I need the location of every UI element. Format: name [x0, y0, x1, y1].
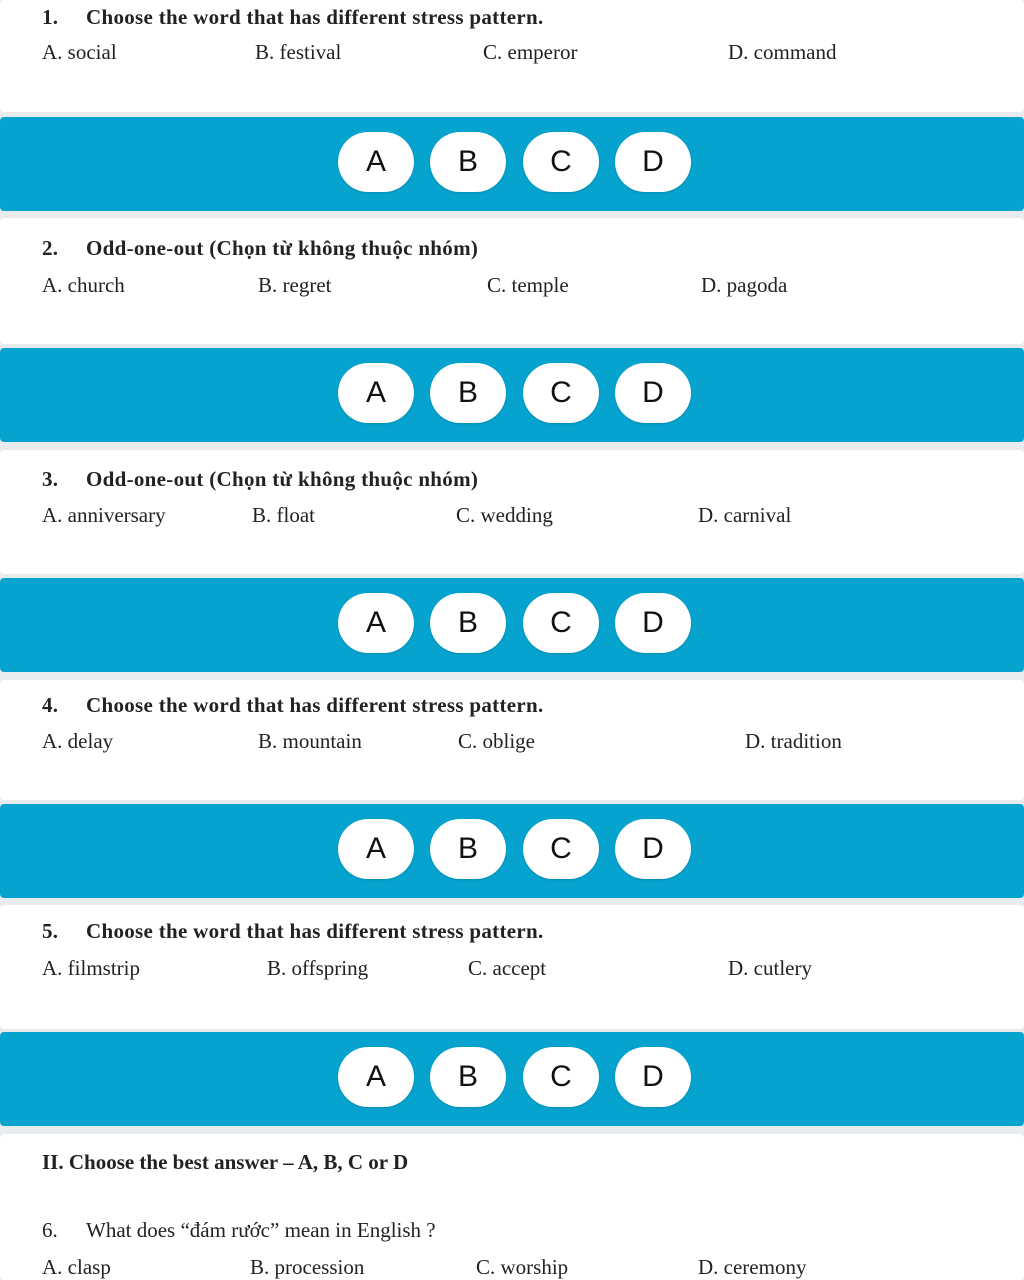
answer-bar-1 — [0, 117, 1024, 211]
question-card-5 — [0, 905, 1024, 1029]
answer-button-d[interactable]: D — [615, 363, 691, 423]
question-title: 4. Choose the word that has different stress pattern. — [42, 693, 544, 717]
option-c: C. emperor — [483, 40, 578, 64]
option-c: C. worship — [476, 1255, 569, 1279]
option-d: D. pagoda — [701, 273, 788, 297]
answer-button-b[interactable]: B — [430, 132, 506, 192]
answer-button-c[interactable]: C — [523, 132, 599, 192]
answer-button-c[interactable]: C — [523, 1047, 599, 1107]
question-card-2 — [0, 218, 1024, 344]
question-card-4 — [0, 680, 1024, 800]
answer-bar-4 — [0, 804, 1024, 898]
option-b: B. offspring — [267, 956, 369, 980]
answer-bar-3 — [0, 578, 1024, 672]
answer-button-c[interactable]: C — [523, 363, 599, 423]
answer-button-a[interactable]: A — [338, 1047, 414, 1107]
option-d: D. ceremony — [698, 1255, 807, 1279]
answer-button-b[interactable]: B — [430, 819, 506, 879]
option-a: A. filmstrip — [42, 956, 140, 980]
question-title: 2. Odd-one-out (Chọn từ không thuộc nhóm) — [42, 236, 479, 260]
option-b: B. festival — [255, 40, 342, 64]
option-c: C. temple — [487, 273, 569, 297]
answer-button-d[interactable]: D — [615, 819, 691, 879]
option-c: C. wedding — [456, 503, 553, 527]
answer-button-d[interactable]: D — [615, 593, 691, 653]
answer-button-c[interactable]: C — [523, 593, 599, 653]
answer-button-d[interactable]: D — [615, 132, 691, 192]
answer-button-a[interactable]: A — [338, 363, 414, 423]
section-2-card — [0, 1134, 1024, 1280]
question-card-3 — [0, 450, 1024, 574]
answer-bar-5 — [0, 1032, 1024, 1126]
option-a: A. clasp — [42, 1255, 111, 1279]
question-6-text: 6. What does “đám rước” mean in English ? — [42, 1218, 436, 1242]
option-b: B. regret — [258, 273, 332, 297]
question-title: 3. Odd-one-out (Chọn từ không thuộc nhóm) — [42, 467, 479, 491]
answer-bar-2 — [0, 348, 1024, 442]
option-b: B. float — [252, 503, 315, 527]
question-card-1 — [0, 0, 1024, 112]
option-d: D. carnival — [698, 503, 792, 527]
answer-button-c[interactable]: C — [523, 819, 599, 879]
answer-button-d[interactable]: D — [615, 1047, 691, 1107]
option-a: A. delay — [42, 729, 114, 753]
answer-button-b[interactable]: B — [430, 593, 506, 653]
answer-button-a[interactable]: A — [338, 132, 414, 192]
option-a: A. social — [42, 40, 117, 64]
option-a: A. church — [42, 273, 125, 297]
option-d: D. command — [728, 40, 837, 64]
option-a: A. anniversary — [42, 503, 166, 527]
option-c: C. oblige — [458, 729, 535, 753]
option-b: B. procession — [250, 1255, 365, 1279]
option-d: D. cutlery — [728, 956, 812, 980]
option-b: B. mountain — [258, 729, 362, 753]
answer-button-a[interactable]: A — [338, 593, 414, 653]
section-title: II. Choose the best answer – A, B, C or D — [42, 1150, 409, 1174]
option-c: C. accept — [468, 956, 547, 980]
answer-button-a[interactable]: A — [338, 819, 414, 879]
question-title: 1. Choose the word that has different stress pattern. — [42, 5, 544, 29]
answer-button-b[interactable]: B — [430, 1047, 506, 1107]
option-d: D. tradition — [745, 729, 842, 753]
answer-button-b[interactable]: B — [430, 363, 506, 423]
question-title: 5. Choose the word that has different stress pattern. — [42, 919, 544, 943]
